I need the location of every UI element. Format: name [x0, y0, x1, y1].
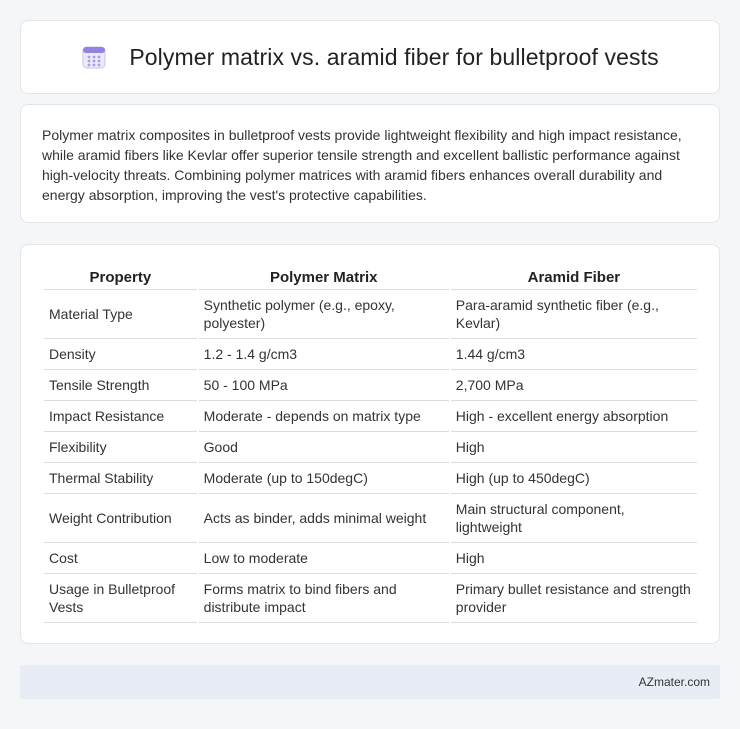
property-cell: Thermal Stability	[44, 463, 197, 494]
table-row	[44, 401, 697, 432]
table-row	[44, 339, 697, 370]
footer-site-link[interactable]: AZmater.com	[638, 675, 710, 689]
property-cell: Material Type	[44, 290, 197, 339]
header-aramid-fiber: Aramid Fiber	[451, 264, 697, 290]
table-row	[44, 290, 697, 339]
aramid-cell: Primary bullet resistance and strength provider	[451, 574, 697, 623]
property-cell: Flexibility	[44, 432, 197, 463]
header	[81, 44, 658, 71]
summary-card	[20, 104, 720, 223]
table-row	[44, 370, 697, 401]
polymer-cell: 1.2 - 1.4 g/cm3	[199, 339, 449, 370]
table-row	[44, 463, 697, 494]
table-row	[44, 494, 697, 543]
page-title: Polymer matrix vs. aramid fiber for bulletproof vests	[129, 43, 659, 70]
aramid-cell: High	[451, 432, 697, 463]
comparison-table	[42, 264, 699, 623]
table-row	[44, 432, 697, 463]
comparison-table-card	[20, 244, 720, 644]
polymer-cell: 50 - 100 MPa	[199, 370, 449, 401]
aramid-cell: 2,700 MPa	[451, 370, 697, 401]
summary-text: Polymer matrix composites in bulletproof vests provide lightweight flexibility and high impact resistance, while aramid fibers like Kevlar offer superior tensile strength and excellent ballistic performance against high-velocity threats. Combining polymer matrices with aramid fibers enhances overall durability and energy absorption, improving the vest's protective capabilities.	[42, 127, 682, 203]
polymer-cell: Synthetic polymer (e.g., epoxy, polyester)	[199, 290, 449, 339]
aramid-cell: Main structural component, lightweight	[451, 494, 697, 543]
table-row	[44, 543, 697, 574]
property-cell: Usage in Bulletproof Vests	[44, 574, 197, 623]
header-polymer-matrix: Polymer Matrix	[199, 264, 449, 290]
polymer-cell: Moderate - depends on matrix type	[199, 401, 449, 432]
property-cell: Weight Contribution	[44, 494, 197, 543]
calendar-grid-icon	[81, 44, 107, 70]
aramid-cell: 1.44 g/cm3	[451, 339, 697, 370]
property-cell: Cost	[44, 543, 197, 574]
footer-bar	[20, 665, 720, 699]
property-cell: Impact Resistance	[44, 401, 197, 432]
header-card	[20, 20, 720, 94]
polymer-cell: Good	[199, 432, 449, 463]
polymer-cell: Moderate (up to 150degC)	[199, 463, 449, 494]
table-header-row	[44, 264, 697, 290]
header-property: Property	[44, 264, 197, 290]
aramid-cell: High - excellent energy absorption	[451, 401, 697, 432]
table-row	[44, 574, 697, 623]
polymer-cell: Acts as binder, adds minimal weight	[199, 494, 449, 543]
property-cell: Density	[44, 339, 197, 370]
aramid-cell: High (up to 450degC)	[451, 463, 697, 494]
aramid-cell: Para-aramid synthetic fiber (e.g., Kevlar)	[451, 290, 697, 339]
property-cell: Tensile Strength	[44, 370, 197, 401]
polymer-cell: Forms matrix to bind fibers and distribute impact	[199, 574, 449, 623]
polymer-cell: Low to moderate	[199, 543, 449, 574]
aramid-cell: High	[451, 543, 697, 574]
